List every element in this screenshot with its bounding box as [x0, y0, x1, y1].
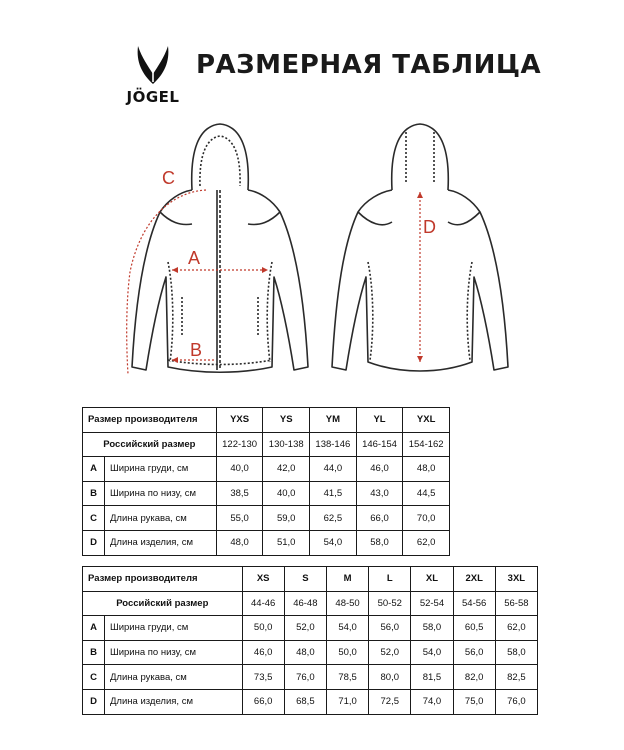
table-row: [83, 567, 538, 592]
value-cell: 46,0: [356, 457, 403, 482]
russian-size-cell: 138-146: [310, 432, 357, 457]
value-cell: 74,0: [411, 689, 453, 714]
table-row: [83, 432, 450, 457]
value-cell: 76,0: [495, 689, 537, 714]
value-cell: 62,5: [310, 506, 357, 531]
value-cell: 80,0: [369, 665, 411, 690]
value-cell: 44,5: [403, 481, 450, 506]
value-cell: 73,5: [242, 665, 284, 690]
value-cell: 62,0: [495, 616, 537, 641]
value-cell: 43,0: [356, 481, 403, 506]
value-cell: 58,0: [495, 640, 537, 665]
value-cell: 41,5: [310, 481, 357, 506]
row-letter: A: [83, 457, 105, 482]
value-cell: 56,0: [369, 616, 411, 641]
russian-size-cell: 44-46: [242, 591, 284, 616]
value-cell: 82,5: [495, 665, 537, 690]
row-letter: C: [83, 506, 105, 531]
brand-name: JÖGEL: [126, 88, 180, 106]
value-cell: 56,0: [453, 640, 495, 665]
russian-size-cell: 50-52: [369, 591, 411, 616]
russian-size-cell: 46-48: [284, 591, 326, 616]
jacket-drawing: [110, 112, 520, 387]
jacket-illustration: [110, 112, 520, 387]
size-cell: S: [284, 567, 326, 592]
value-cell: 71,0: [326, 689, 368, 714]
table-row: [83, 616, 538, 641]
value-cell: 58,0: [356, 530, 403, 555]
value-cell: 76,0: [284, 665, 326, 690]
table-row: [83, 689, 538, 714]
table-row: [83, 591, 538, 616]
value-cell: 46,0: [242, 640, 284, 665]
size-cell: YM: [310, 408, 357, 433]
row-letter: B: [83, 481, 105, 506]
value-cell: 55,0: [216, 506, 263, 531]
value-cell: 48,0: [403, 457, 450, 482]
youth-size-table: [82, 407, 450, 556]
russian-size-cell: 54-56: [453, 591, 495, 616]
table-row: [83, 481, 450, 506]
size-cell: YS: [263, 408, 310, 433]
row-label: Ширина груди, см: [105, 616, 243, 641]
value-cell: 60,5: [453, 616, 495, 641]
size-cell: XL: [411, 567, 453, 592]
table-row: [83, 408, 450, 433]
brand-logo: [118, 44, 188, 106]
row-label: Ширина груди, см: [105, 457, 217, 482]
value-cell: 40,0: [216, 457, 263, 482]
value-cell: 66,0: [242, 689, 284, 714]
size-cell: L: [369, 567, 411, 592]
row-label: Длина рукава, см: [105, 665, 243, 690]
value-cell: 48,0: [284, 640, 326, 665]
marker-b: B: [190, 340, 203, 360]
russian-size-cell: 154-162: [403, 432, 450, 457]
marker-a: A: [188, 248, 201, 268]
row-letter: B: [83, 640, 105, 665]
value-cell: 38,5: [216, 481, 263, 506]
manufacturer-size-header: Размер производителя: [83, 408, 217, 433]
value-cell: 54,0: [411, 640, 453, 665]
value-cell: 48,0: [216, 530, 263, 555]
table-row: [83, 640, 538, 665]
value-cell: 70,0: [403, 506, 450, 531]
row-letter: C: [83, 665, 105, 690]
row-label: Ширина по низу, см: [105, 481, 217, 506]
russian-size-cell: 122-130: [216, 432, 263, 457]
row-label: Длина изделия, см: [105, 530, 217, 555]
russian-size-header: Российский размер: [83, 432, 217, 457]
russian-size-cell: 52-54: [411, 591, 453, 616]
value-cell: 59,0: [263, 506, 310, 531]
russian-size-cell: 130-138: [263, 432, 310, 457]
row-letter: D: [83, 530, 105, 555]
table-row: [83, 506, 450, 531]
size-cell: 2XL: [453, 567, 495, 592]
value-cell: 62,0: [403, 530, 450, 555]
page-title: РАЗМЕРНАЯ ТАБЛИЦА: [196, 50, 542, 80]
size-cell: M: [326, 567, 368, 592]
manufacturer-size-header: Размер производителя: [83, 567, 243, 592]
value-cell: 68,5: [284, 689, 326, 714]
table-row: [83, 457, 450, 482]
value-cell: 75,0: [453, 689, 495, 714]
value-cell: 58,0: [411, 616, 453, 641]
row-label: Ширина по низу, см: [105, 640, 243, 665]
russian-size-cell: 146-154: [356, 432, 403, 457]
value-cell: 52,0: [369, 640, 411, 665]
value-cell: 50,0: [242, 616, 284, 641]
value-cell: 50,0: [326, 640, 368, 665]
size-cell: XS: [242, 567, 284, 592]
back-hood: [392, 124, 449, 190]
value-cell: 54,0: [310, 530, 357, 555]
size-cell: YXL: [403, 408, 450, 433]
table-row: [83, 530, 450, 555]
value-cell: 54,0: [326, 616, 368, 641]
value-cell: 51,0: [263, 530, 310, 555]
adult-size-table: [82, 566, 538, 715]
value-cell: 42,0: [263, 457, 310, 482]
value-cell: 78,5: [326, 665, 368, 690]
value-cell: 72,5: [369, 689, 411, 714]
value-cell: 52,0: [284, 616, 326, 641]
size-cell: YL: [356, 408, 403, 433]
marker-c: C: [162, 168, 175, 188]
row-letter: D: [83, 689, 105, 714]
value-cell: 66,0: [356, 506, 403, 531]
row-label: Длина рукава, см: [105, 506, 217, 531]
russian-size-cell: 56-58: [495, 591, 537, 616]
jogel-logo-icon: [134, 44, 172, 86]
row-letter: A: [83, 616, 105, 641]
value-cell: 82,0: [453, 665, 495, 690]
marker-d: D: [423, 217, 436, 237]
russian-size-cell: 48-50: [326, 591, 368, 616]
value-cell: 81,5: [411, 665, 453, 690]
size-cell: 3XL: [495, 567, 537, 592]
value-cell: 40,0: [263, 481, 310, 506]
size-cell: YXS: [216, 408, 263, 433]
value-cell: 44,0: [310, 457, 357, 482]
russian-size-header: Российский размер: [83, 591, 243, 616]
row-label: Длина изделия, см: [105, 689, 243, 714]
table-row: [83, 665, 538, 690]
